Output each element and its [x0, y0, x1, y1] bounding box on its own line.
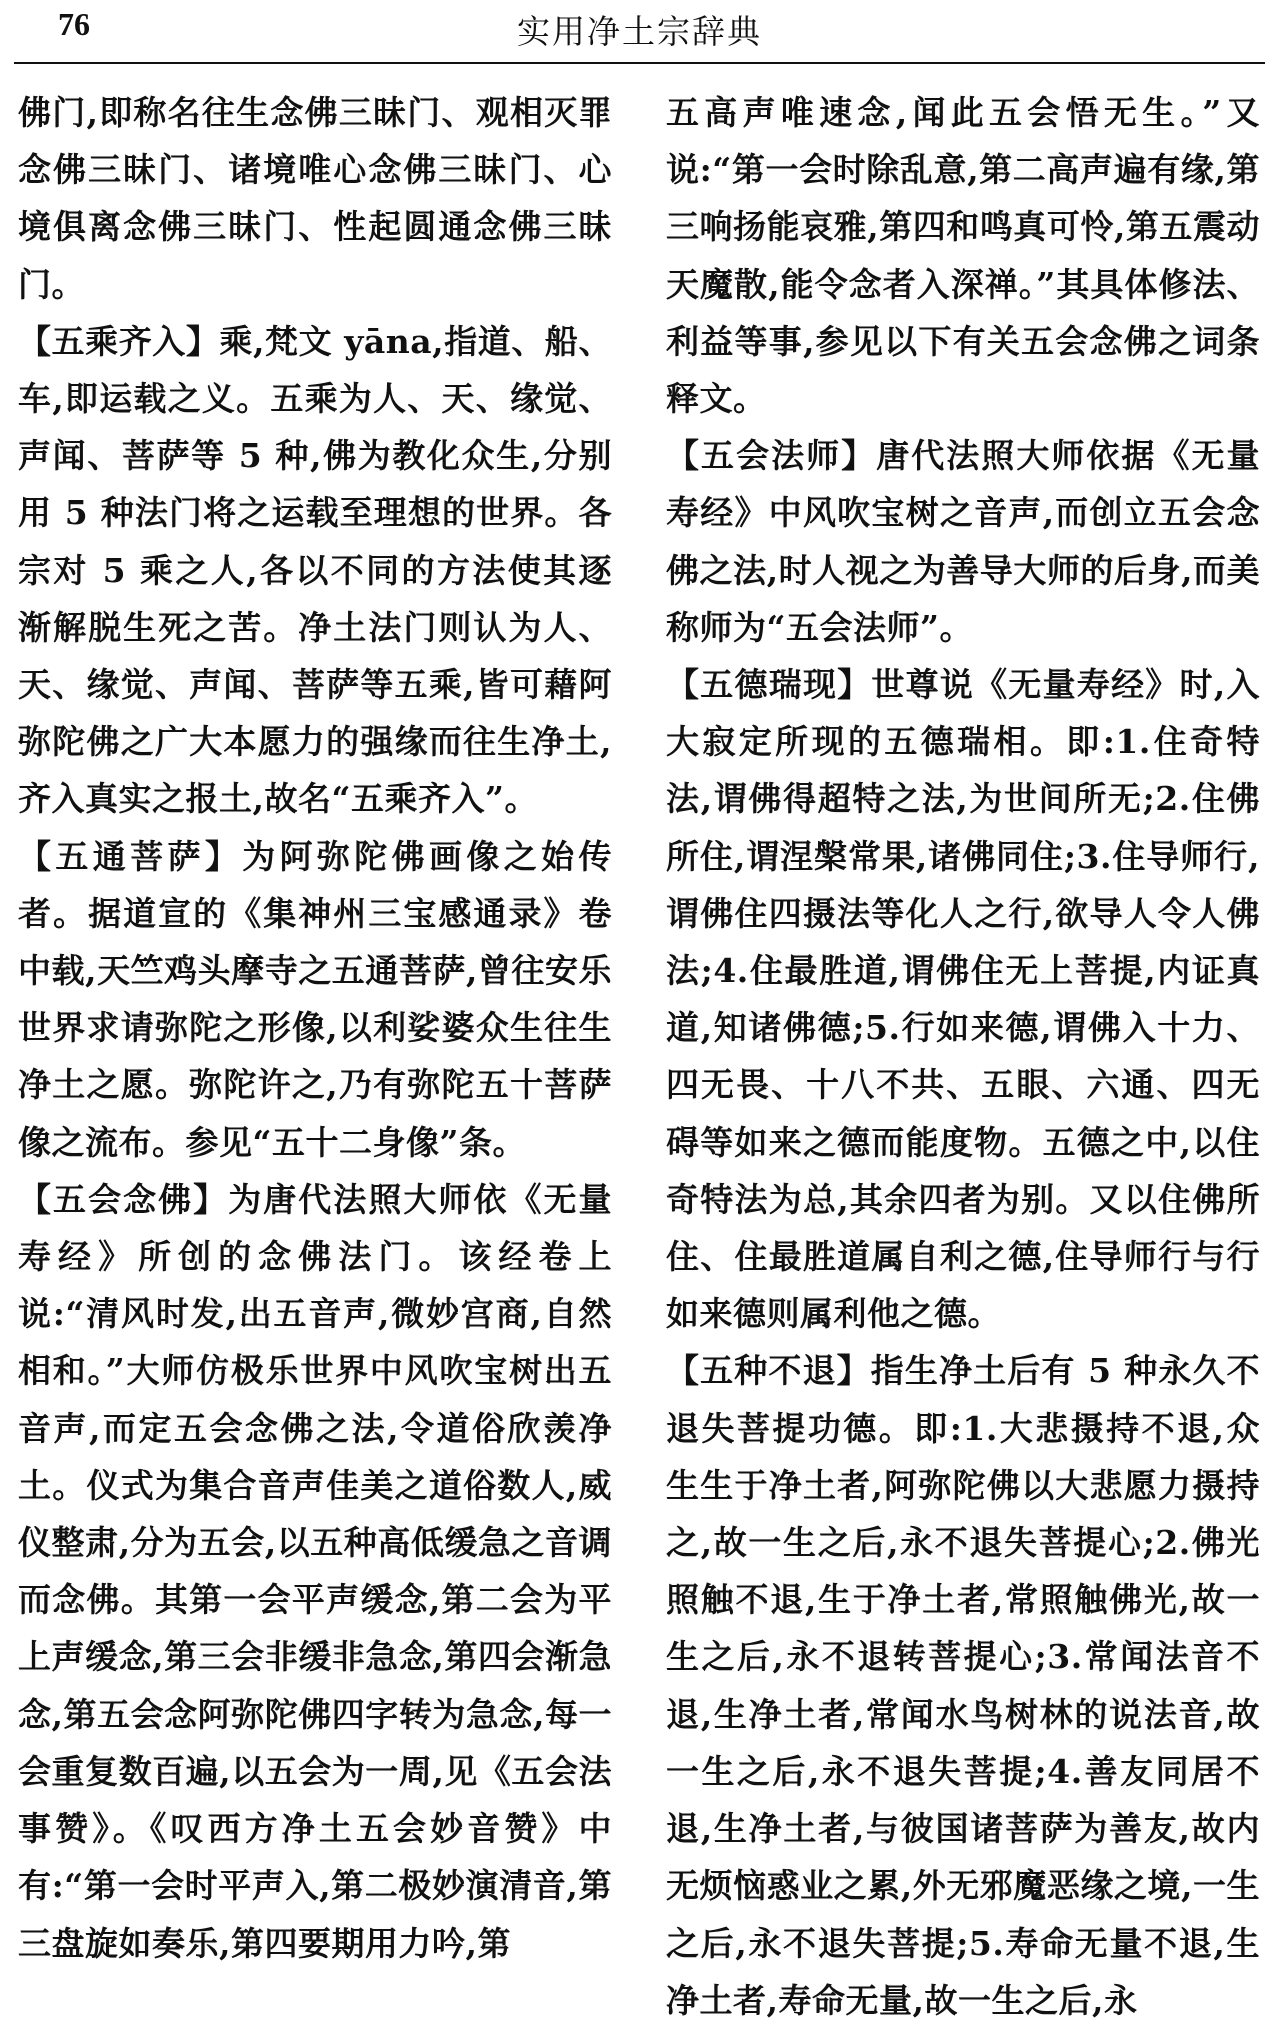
- entry-heading: 【五种不退】: [666, 1351, 871, 1391]
- entry-text: 为唐代法照大师依《无量寿经》所创的念佛法门。该经卷上说:“清风时发,出五音声,微妙宫商,自然相和。”大师仿极乐世界中风吹宝树出五音声,而定五会念佛之法,令道俗欣羡净土。仪式为集合音声佳美之道俗数人,威仪整肃,分为五会,以五种高低缓急之音调而念佛。其第一会平声缓念,第二会为平上声缓念,第三会非缓非急念,第四会渐急念,第五会念阿弥陀佛四字转为急念,每一会重复数百遍,以五会为一周,见《五会法事赞》。《叹西方净土五会妙音赞》中有:“第一会时平声入,第二极妙演清音,第三盘旋如奏乐,第四要期用力吟,第: [18, 1179, 612, 1963]
- entry-text: 指生净土后有 5 种永久不退失菩提功德。即:1.大悲摄持不退,众生生于净土者,阿弥陀佛以大悲愿力摄持之,故一生之后,永不退失菩提心;2.佛光照触不退,生于净土者,常照触佛光,故一生之后,永不退转菩提心;3.常闻法音不退,生净土者,常闻水鸟树林的说法音,故一生之后,永不退失菩提;4.善友同居不退,生净土者,与彼国诸菩萨为善友,故内无烦恼惑业之累,外无邪魔恶缘之境,一生之后,永不退失菩提;5.寿命无量不退,生净土者,寿命无量,故一生之后,永: [666, 1351, 1260, 2020]
- entry-wutong-pusa: [18, 828, 612, 1171]
- entry-heading: 【五会法师】: [666, 436, 877, 476]
- page-number: 76: [58, 6, 90, 42]
- right-column: [666, 84, 1260, 2020]
- entry-heading: 【五通菩萨】: [18, 836, 243, 876]
- entry-wuzhong-butui: [666, 1342, 1260, 2028]
- paragraph-text: 佛门,即称名往生念佛三昧门、观相灭罪念佛三昧门、诸境唯心念佛三昧门、心境俱离念佛三昧门、性起圆通念佛三昧门。: [18, 93, 612, 304]
- continuation-paragraph: [666, 84, 1260, 427]
- entry-wude-ruixian: [666, 656, 1260, 1342]
- page-header: [0, 0, 1279, 74]
- entry-heading: 【五乘齐入】: [18, 321, 220, 361]
- entry-text: 唐代法照大师依据《无量寿经》中风吹宝树之音声,而创立五会念佛之法,时人视之为善导大师的后身,而美称师为“五会法师”。: [666, 436, 1260, 647]
- entry-wucheng-qiru: [18, 313, 612, 828]
- paragraph-text: 五高声唯速念,闻此五会悟无生。”又说:“第一会时除乱意,第二高声遍有缘,第三响扬能哀雅,第四和鸣真可怜,第五震动天魔散,能令念者入深禅。”其具体修法、利益等事,参见以下有关五会念佛之词条释文。: [666, 93, 1260, 419]
- entry-text: 乘,梵文 yāna,指道、船、车,即运载之义。五乘为人、天、缘觉、声闻、菩萨等 5 种,佛为教化众生,分别用 5 种法门将之运载至理想的世界。各宗对 5 乘之人,各以不同的方法使其逐渐解脱生死之苦。净土法门则认为人、天、缘觉、声闻、菩萨等五乘,皆可藉阿弥陀佛之广大本愿力的强缘而往生净土,齐入真实之报土,故名“五乘齐入”。: [18, 321, 613, 819]
- header-rule: [14, 62, 1265, 64]
- entry-heading: 【五德瑞现】: [666, 665, 872, 705]
- entry-heading: 【五会念佛】: [18, 1179, 229, 1219]
- left-column: [18, 84, 613, 1963]
- entry-text: 为阿弥陀佛画像之始传者。据道宣的《集神州三宝感通录》卷中载,天竺鸡头摩寺之五通菩萨,曾往安乐世界求请弥陀之形像,以利娑婆众生往生净土之愿。弥陀许之,乃有弥陀五十菩萨像之流布。参见“五十二身像”条。: [18, 836, 613, 1162]
- entry-wuhui-nianfo: [18, 1171, 612, 1972]
- entry-text: 世尊说《无量寿经》时,入大寂定所现的五德瑞相。即:1.住奇特法,谓佛得超特之法,为世间所无;2.住佛所住,谓涅槃常果,诸佛同住;3.住导师行,谓佛住四摄法等化人之行,欲导人令人佛法;4.住最胜道,谓佛住无上菩提,内证真道,知诸佛德;5.行如来德,谓佛入十力、四无畏、十八不共、五眼、六通、四无碍等如来之德而能度物。五德之中,以住奇特法为总,其余四者为别。又以住佛所住、住最胜道属自利之德,住导师行与行如来德则属利他之德。: [666, 665, 1260, 1334]
- running-title: 实用净土宗辞典: [517, 12, 762, 51]
- continuation-paragraph: [18, 84, 612, 313]
- entry-wuhui-fashi: [666, 427, 1260, 656]
